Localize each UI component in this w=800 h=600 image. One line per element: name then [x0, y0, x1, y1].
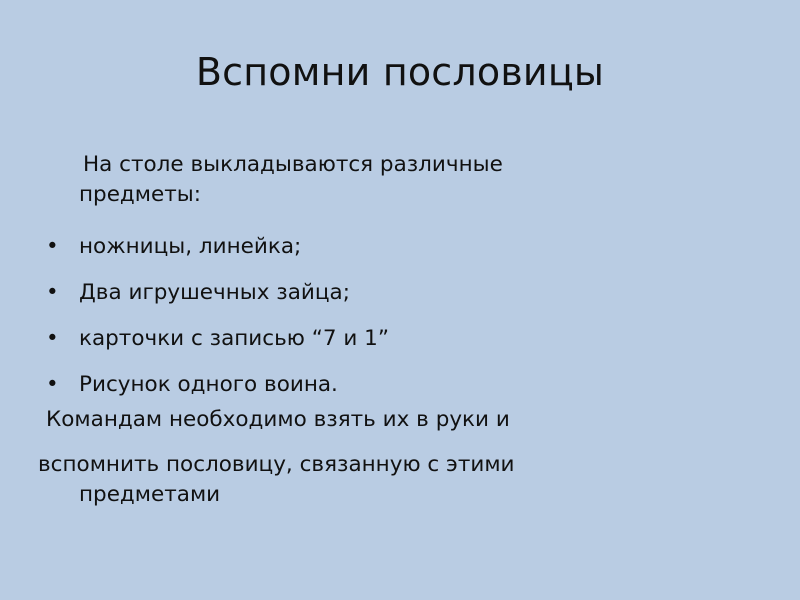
bullet-text: Рисунок одного воина. [79, 372, 338, 397]
closing-line-1: Командам необходимо взять их в руки и [46, 407, 510, 432]
bullet-list [46, 232, 746, 416]
bullet-text: ножницы, линейка; [79, 234, 302, 259]
bullet-icon: • [46, 372, 59, 397]
closing-paragraph [38, 405, 766, 510]
intro-line-2: предметы: [79, 182, 201, 207]
bullet-text: Два игрушечных зайца; [79, 280, 350, 305]
bullet-text: карточки с записью “7 и 1” [79, 326, 389, 351]
closing-line-2: вспомнить пословицу, связанную с этими [38, 452, 515, 477]
intro-line-1: На столе выкладываются различные [83, 152, 503, 177]
intro-paragraph [79, 150, 739, 210]
closing-line-3: предметами [79, 482, 221, 507]
bullet-icon: • [46, 326, 59, 351]
list-item [46, 232, 746, 278]
bullet-icon: • [46, 234, 59, 259]
bullet-icon: • [46, 280, 59, 305]
list-item [46, 278, 746, 324]
list-item [46, 324, 746, 370]
slide-title: Вспомни пословицы [195, 50, 605, 94]
